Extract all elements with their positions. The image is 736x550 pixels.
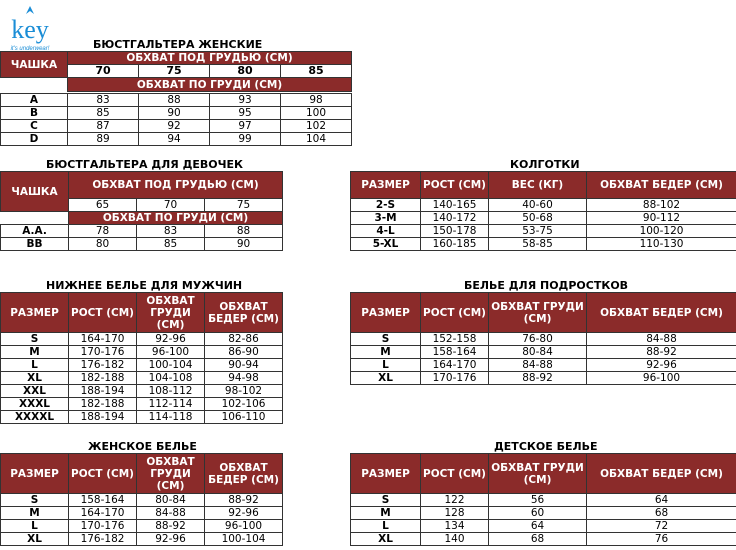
table-cell: 72 [587, 520, 736, 533]
table-cell: 94 [139, 133, 210, 146]
table-cell: 182-188 [69, 372, 137, 385]
table-row [1, 520, 283, 533]
cup-label: D [1, 133, 68, 146]
table-cell: 152-158 [421, 333, 489, 346]
table-cell: 158-164 [421, 346, 489, 359]
logo-tagline: it's underwear! [10, 46, 50, 52]
band-value: 65 [69, 199, 137, 212]
girls-bras-title: БЮСТГАЛЬТЕРА ДЛЯ ДЕВОЧЕК [46, 158, 244, 171]
table-cell: 60 [489, 507, 587, 520]
table-cell: 182-188 [69, 398, 137, 411]
table-cell: 164-170 [69, 333, 137, 346]
table-row [1, 120, 352, 133]
table-cell: 87 [68, 120, 139, 133]
table-cell: 170-176 [69, 520, 137, 533]
table-row [351, 212, 736, 225]
table-cell: 90-94 [205, 359, 283, 372]
table-row [351, 199, 736, 212]
column-header: РАЗМЕР [351, 454, 421, 494]
table-cell: 64 [587, 494, 736, 507]
size-label: L [1, 520, 69, 533]
kids-underwear-table [350, 453, 736, 546]
table-cell: 86-90 [205, 346, 283, 359]
column-header: РОСТ (СМ) [69, 293, 137, 333]
band-value: 75 [139, 65, 210, 78]
table-row [1, 385, 283, 398]
table-cell: 160-185 [421, 238, 489, 251]
table-cell: 76-80 [489, 333, 587, 346]
table-row [1, 398, 283, 411]
table-row [351, 238, 736, 251]
table-cell: 106-110 [205, 411, 283, 424]
column-header: ОБХВАТ БЕДЕР (СМ) [587, 172, 736, 199]
table-cell: 102-106 [205, 398, 283, 411]
table-row [1, 94, 352, 107]
logo-wordmark: key [11, 15, 49, 44]
table-row [351, 333, 736, 346]
table-cell: 99 [210, 133, 281, 146]
table-cell: 110-130 [587, 238, 736, 251]
table-row [1, 346, 283, 359]
band-value: 80 [210, 65, 281, 78]
table-cell: 84-88 [137, 507, 205, 520]
table-cell: 100-120 [587, 225, 736, 238]
table-cell: 140-165 [421, 199, 489, 212]
size-label: M [351, 346, 421, 359]
band-value: 75 [205, 199, 283, 212]
table-cell: 88-102 [587, 199, 736, 212]
table-cell: 95 [210, 107, 281, 120]
table-row [1, 372, 283, 385]
table-cell: 96-100 [137, 346, 205, 359]
cup-label: B [1, 107, 68, 120]
table-cell: 92 [139, 120, 210, 133]
size-label: XXXXL [1, 411, 69, 424]
table-cell: 98-102 [205, 385, 283, 398]
table-row [351, 507, 736, 520]
table-cell: 96-100 [205, 520, 283, 533]
column-header: РОСТ (СМ) [421, 172, 489, 199]
women-underwear-title: ЖЕНСКОЕ БЕЛЬЕ [88, 440, 197, 453]
table-cell: 90-112 [587, 212, 736, 225]
column-header: РАЗМЕР [1, 454, 69, 494]
table-cell: 96-100 [587, 372, 736, 385]
table-cell: 102 [281, 120, 352, 133]
column-header: РАЗМЕР [351, 293, 421, 333]
table-cell: 88-92 [205, 494, 283, 507]
table-cell: 68 [587, 507, 736, 520]
table-cell: 53-75 [489, 225, 587, 238]
key-logo [1, 2, 59, 52]
table-cell: 134 [421, 520, 489, 533]
size-label: XXXL [1, 398, 69, 411]
table-row [1, 494, 283, 507]
table-row [1, 225, 283, 238]
table-cell: 89 [68, 133, 139, 146]
table-row [1, 133, 352, 146]
table-cell: 104 [281, 133, 352, 146]
table-cell: 50-68 [489, 212, 587, 225]
band-value: 70 [137, 199, 205, 212]
column-header: ОБХВАТ ГРУДИ (СМ) [489, 293, 587, 333]
size-label: 5-XL [351, 238, 421, 251]
table-cell: 90 [139, 107, 210, 120]
table-row [351, 520, 736, 533]
table-cell: 88 [139, 94, 210, 107]
cup-label: BB [1, 238, 69, 251]
table-cell: 170-176 [69, 346, 137, 359]
men-underwear-table [0, 292, 283, 424]
table-row [351, 359, 736, 372]
size-label: L [1, 359, 69, 372]
table-cell: 188-194 [69, 385, 137, 398]
table-cell: 114-118 [137, 411, 205, 424]
band-value: 70 [68, 65, 139, 78]
table-cell: 100-104 [137, 359, 205, 372]
table-cell: 90 [205, 238, 283, 251]
column-header: РОСТ (СМ) [421, 454, 489, 494]
size-label: 2-S [351, 199, 421, 212]
table-cell: 80-84 [489, 346, 587, 359]
cup-header: ЧАШКА [1, 52, 68, 78]
table-cell: 92-96 [587, 359, 736, 372]
table-cell: 170-176 [421, 372, 489, 385]
women-underwear-table [0, 453, 283, 546]
table-cell: 122 [421, 494, 489, 507]
band-value: 85 [281, 65, 352, 78]
table-cell: 140-172 [421, 212, 489, 225]
cup-label: A.A. [1, 225, 69, 238]
table-cell: 64 [489, 520, 587, 533]
tights-table [350, 171, 736, 251]
table-cell: 128 [421, 507, 489, 520]
bust-header: ОБХВАТ ПО ГРУДИ (СМ) [69, 212, 283, 225]
table-cell: 164-170 [421, 359, 489, 372]
table-cell: 88-92 [489, 372, 587, 385]
spacer-cell [1, 78, 68, 92]
bust-header: ОБХВАТ ПО ГРУДИ (СМ) [68, 78, 352, 92]
size-label: S [351, 494, 421, 507]
size-label: 3-M [351, 212, 421, 225]
cup-label: C [1, 120, 68, 133]
size-label: M [1, 507, 69, 520]
column-header: РОСТ (СМ) [421, 293, 489, 333]
table-cell: 140 [421, 533, 489, 546]
band-header: ОБХВАТ ПОД ГРУДЬЮ (СМ) [68, 52, 352, 65]
column-header: ОБХВАТ ГРУДИ (СМ) [137, 293, 205, 333]
size-label: XXL [1, 385, 69, 398]
table-cell: 108-112 [137, 385, 205, 398]
spacer-cell [1, 212, 69, 225]
table-cell: 56 [489, 494, 587, 507]
table-row [351, 346, 736, 359]
table-cell: 100-104 [205, 533, 283, 546]
size-label: XL [351, 533, 421, 546]
women-bras-title: БЮСТГАЛЬТЕРА ЖЕНСКИЕ [93, 38, 263, 51]
table-row [351, 225, 736, 238]
table-cell: 176-182 [69, 533, 137, 546]
table-cell: 85 [68, 107, 139, 120]
women-bras-table [0, 51, 352, 146]
table-cell: 104-108 [137, 372, 205, 385]
column-header: ОБХВАТ ГРУДИ (СМ) [137, 454, 205, 494]
table-cell: 94-98 [205, 372, 283, 385]
men-underwear-title: НИЖНЕЕ БЕЛЬЕ ДЛЯ МУЖЧИН [46, 279, 243, 292]
table-cell: 88-92 [587, 346, 736, 359]
table-row [1, 507, 283, 520]
table-row [1, 411, 283, 424]
table-cell: 176-182 [69, 359, 137, 372]
table-cell: 83 [137, 225, 205, 238]
table-cell: 150-178 [421, 225, 489, 238]
table-cell: 68 [489, 533, 587, 546]
tights-title: КОЛГОТКИ [510, 158, 580, 171]
column-header: ОБХВАТ БЕДЕР (СМ) [587, 293, 736, 333]
table-cell: 88-92 [137, 520, 205, 533]
size-label: M [351, 507, 421, 520]
table-row [351, 533, 736, 546]
cup-label: A [1, 94, 68, 107]
table-cell: 88 [205, 225, 283, 238]
teen-underwear-table [350, 292, 736, 385]
table-cell: 83 [68, 94, 139, 107]
table-row [1, 107, 352, 120]
cup-header: ЧАШКА [1, 172, 69, 212]
table-cell: 93 [210, 94, 281, 107]
column-header: ОБХВАТ БЕДЕР (СМ) [205, 293, 283, 333]
table-cell: 78 [69, 225, 137, 238]
column-header: РАЗМЕР [1, 293, 69, 333]
table-cell: 92-96 [205, 507, 283, 520]
table-cell: 188-194 [69, 411, 137, 424]
column-header: РАЗМЕР [351, 172, 421, 199]
size-label: L [351, 520, 421, 533]
table-cell: 100 [281, 107, 352, 120]
table-cell: 164-170 [69, 507, 137, 520]
table-cell: 92-96 [137, 333, 205, 346]
table-cell: 84-88 [489, 359, 587, 372]
table-cell: 82-86 [205, 333, 283, 346]
column-header: ОБХВАТ БЕДЕР (СМ) [205, 454, 283, 494]
table-cell: 92-96 [137, 533, 205, 546]
table-cell: 80-84 [137, 494, 205, 507]
table-row [1, 359, 283, 372]
table-cell: 76 [587, 533, 736, 546]
size-label: 4-L [351, 225, 421, 238]
table-row [1, 238, 283, 251]
table-row [1, 533, 283, 546]
kids-underwear-title: ДЕТСКОЕ БЕЛЬЕ [494, 440, 598, 453]
size-label: XL [1, 533, 69, 546]
table-cell: 97 [210, 120, 281, 133]
table-cell: 98 [281, 94, 352, 107]
size-label: S [1, 333, 69, 346]
teen-underwear-title: БЕЛЬЕ ДЛЯ ПОДРОСТКОВ [464, 279, 629, 292]
band-header: ОБХВАТ ПОД ГРУДЬЮ (СМ) [69, 172, 283, 199]
size-label: S [1, 494, 69, 507]
table-row [1, 333, 283, 346]
table-cell: 58-85 [489, 238, 587, 251]
size-label: S [351, 333, 421, 346]
table-cell: 40-60 [489, 199, 587, 212]
size-label: L [351, 359, 421, 372]
table-row [351, 494, 736, 507]
table-cell: 112-114 [137, 398, 205, 411]
column-header: ОБХВАТ ГРУДИ (СМ) [489, 454, 587, 494]
girls-bras-table [0, 171, 283, 251]
table-cell: 84-88 [587, 333, 736, 346]
table-row [351, 372, 736, 385]
column-header: РОСТ (СМ) [69, 454, 137, 494]
table-cell: 85 [137, 238, 205, 251]
table-cell: 158-164 [69, 494, 137, 507]
column-header: ВЕС (КГ) [489, 172, 587, 199]
table-cell: 80 [69, 238, 137, 251]
size-label: XL [1, 372, 69, 385]
size-label: XL [351, 372, 421, 385]
size-label: M [1, 346, 69, 359]
column-header: ОБХВАТ БЕДЕР (СМ) [587, 454, 736, 494]
